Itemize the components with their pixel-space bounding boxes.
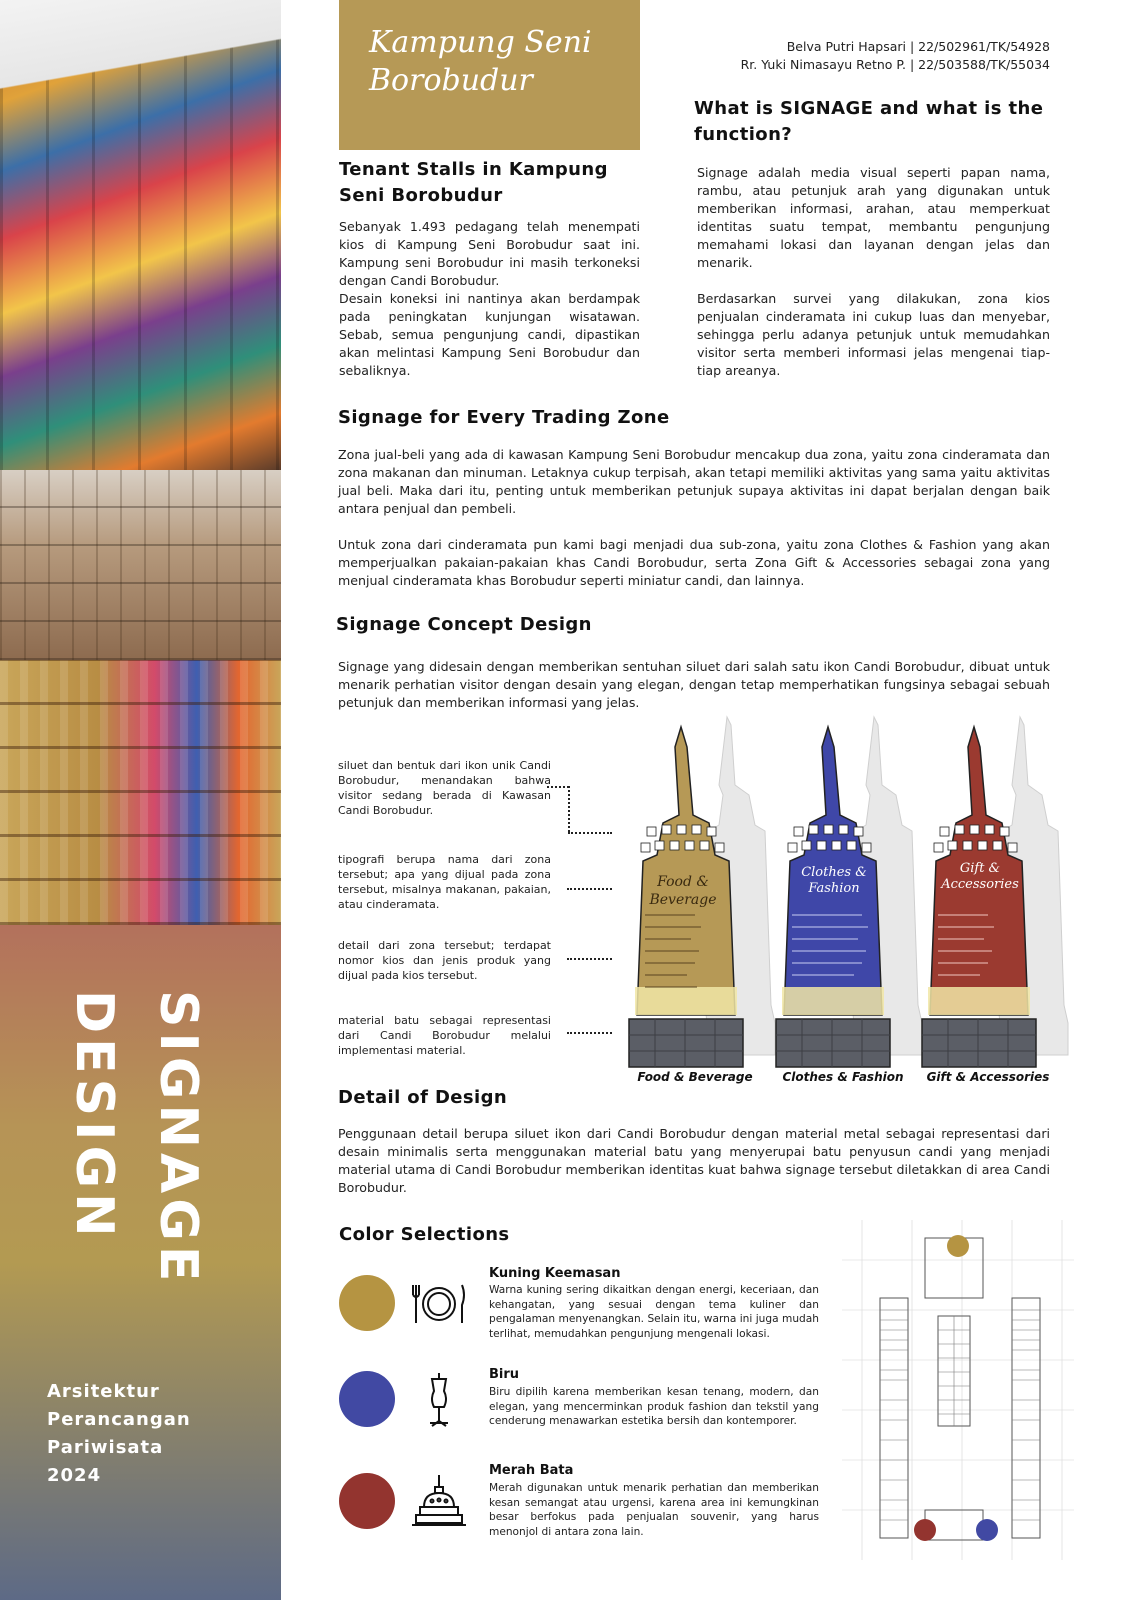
- leader-line: [568, 786, 570, 832]
- what-heading: What is SIGNAGE and what is the function?: [694, 98, 1044, 145]
- course-block: [47, 1378, 191, 1490]
- colors-heading: Color Selections: [339, 1224, 510, 1245]
- tenant-text-2: Desain koneksi ini nantinya akan berdampak pada peningkatan kunjungan wisatawan. Sebab, semua pengunjung candi, dipastikan akan melintasi Kampung Seni Borobudur dan sebaliknya.: [339, 291, 640, 378]
- trading-text: Zona jual-beli yang ada di kawasan Kampung Seni Borobudur mencakup dua zona, yaitu zona cinderamata dan zona makanan dan minuman. Letaknya cukup terpisah, akan tetapi memiliki aktivitas yang sama yaitu aktivitas jual beli. Maka dari itu, penting untuk memberikan petunjuk supaya aktivitas ini dapat berjalan dengan baik antara penjual dan pembeli.: [338, 447, 1050, 516]
- vertical-title: [52, 990, 220, 1286]
- swatch-red: [339, 1473, 395, 1529]
- authors: [741, 38, 1050, 74]
- sign-label-line2: Accessories: [941, 877, 1019, 892]
- detail-text: Penggunaan detail berupa siluet ikon dari Candi Borobudur dengan material metal sebagai representasi dari desain minimalis serta menggunakan material batu yang menyerupai batu penyusun candi yang menjadi material utama di Candi Borobudur memberikan identitas kuat bahwa signage tersebut diletakkan di area Candi Borobudur.: [338, 1126, 1050, 1195]
- trading-text-2: Untuk zona dari cinderamata pun kami bagi menjadi dua sub-zona, yaitu zona Clothes & Fashion yang akan memperjualkan pakaian-pakaian khas Candi Borobudur, serta Zona Gift & Accessories sebagai zona yang menjual cinderamata khas Borobudur seperti miniatur candi, dan lainnya.: [338, 537, 1050, 588]
- leader-line: [568, 832, 612, 834]
- concept-text: Signage yang didesain dengan memberikan sentuhan siluet dari salah satu ikon Candi Borobudur, dibuat untuk menarik perhatian visitor dengan desain yang elegan, dengan tetap memperhatikan fungsinya sebagai sebuah petunjuk dan memberikan informasi yang jelas.: [338, 659, 1050, 710]
- callout-detail: detail dari zona tersebut; terdapat nomor kios dan jenis produk yang dijual pada kios tersebut.: [338, 939, 551, 982]
- photo-bag-stalls: [0, 470, 281, 660]
- leader-line: [567, 958, 612, 960]
- stupa-icon: [410, 1473, 468, 1531]
- caption-food-beverage: Food & Beverage: [637, 1070, 753, 1084]
- leader-line: [547, 786, 569, 788]
- swatch-gold: [339, 1275, 395, 1331]
- course-line: Arsitektur: [47, 1381, 160, 1402]
- callout-typography: tipografi berupa nama dari zona tersebut; apa yang dijual pada zona tersebut, misalnya makanan, pakaian, atau cinderamata.: [338, 853, 551, 911]
- color-desc-blue: Biru dipilih karena memberikan kesan tenang, modern, dan elegan, yang mencerminkan produk fashion dan tekstil yang cenderung menawarkan estetika bersih dan kontemporer.: [489, 1386, 819, 1427]
- course-line: Pariwisata: [47, 1437, 164, 1458]
- what-text: Signage adalah media visual seperti papan nama, rambu, atau petunjuk arah yang digunakan untuk memberikan informasi, arahan, atau memperkuat identitas suatu tempat, membantu pengunjung memahami lokasi dan layanan dengan jelas dan menarik.: [697, 165, 1050, 270]
- sign-label-line1: Food &: [657, 874, 709, 890]
- sign-gift-accessories: [918, 715, 1078, 1080]
- author-2: Rr. Yuki Nimasayu Retno P. | 22/503588/TK/55034: [740, 57, 1050, 72]
- course-year: 2024: [47, 1465, 102, 1486]
- color-desc-gold: Warna kuning sering dikaitkan dengan energi, keceriaan, dan kehangatan, yang sesuai dengan tema kuliner dan pengalaman menyenangkan. Selain itu, warna ini juga mudah terlihat, memudahkan pengunjung mengenali lokasi.: [489, 1284, 819, 1340]
- callout-material: material batu sebagai representasi dari Candi Borobudur melalui implementasi material.: [338, 1014, 551, 1057]
- detail-heading: Detail of Design: [338, 1087, 508, 1108]
- title-line1: Kampung Seni: [369, 25, 592, 60]
- sign-label-line2: Fashion: [808, 881, 860, 896]
- vertical-title-line1: SIGNAGE: [148, 990, 208, 1287]
- author-1: Belva Putri Hapsari | 22/502961/TK/54928: [786, 39, 1050, 54]
- title-box: [339, 0, 640, 150]
- callout-silhouette: siluet dan bentuk dari ikon unik Candi Borobudur, menandakan bahwa visitor sedang berada di Kawasan Candi Borobudur.: [338, 759, 551, 817]
- vertical-title-line2: DESIGN: [64, 990, 124, 1242]
- caption-gift-accessories: Gift & Accessories: [926, 1070, 1050, 1084]
- sign-label-line2: Beverage: [649, 892, 717, 908]
- title-line2: Borobudur: [369, 63, 533, 98]
- sign-food-beverage: [625, 715, 785, 1080]
- sign-clothes-fashion: [772, 715, 932, 1080]
- swatch-blue: [339, 1371, 395, 1427]
- mannequin-icon: [410, 1371, 468, 1429]
- leader-line: [567, 888, 612, 890]
- sign-label-line1: Clothes &: [801, 865, 867, 880]
- what-text-2: Berdasarkan survei yang dilakukan, zona kios penjualan cinderamata ini cukup luas dan menyebar, sehingga perlu adanya petunjuk untuk memudahkan visitor serta memberi informasi jelas mengenai tiap-tiap areanya.: [697, 291, 1050, 378]
- leader-line: [567, 1032, 612, 1034]
- tenant-heading: Tenant Stalls in Kampung Seni Borobudur: [339, 159, 608, 206]
- photo-sandal-stalls: [0, 660, 281, 925]
- sign-label-line1: Gift &: [959, 861, 1001, 876]
- photo-clothing-stalls: [0, 0, 281, 470]
- color-name-red: Merah Bata: [489, 1463, 574, 1478]
- color-name-blue: Biru: [489, 1367, 520, 1382]
- floor-plan: [842, 1220, 1074, 1560]
- color-desc-red: Merah digunakan untuk menarik perhatian dan memberikan kesan semangat atau urgensi, karena area ini kemungkinan besar berfokus pada penjualan souvenir, yang harus menonjol di antara zona lain.: [489, 1482, 819, 1538]
- color-name-gold: Kuning Keemasan: [489, 1266, 621, 1281]
- course-line: Perancangan: [47, 1409, 191, 1430]
- caption-clothes-fashion: Clothes & Fashion: [782, 1070, 904, 1084]
- trading-heading: Signage for Every Trading Zone: [338, 407, 670, 428]
- plate-cutlery-icon: [410, 1275, 468, 1333]
- tenant-text: Sebanyak 1.493 pedagang telah menempati kios di Kampung Seni Borobudur saat ini. Kampung seni Borobudur ini masih terkoneksi dengan Candi Borobudur.: [339, 219, 640, 288]
- concept-heading: Signage Concept Design: [336, 614, 592, 635]
- left-strip: [0, 0, 281, 1600]
